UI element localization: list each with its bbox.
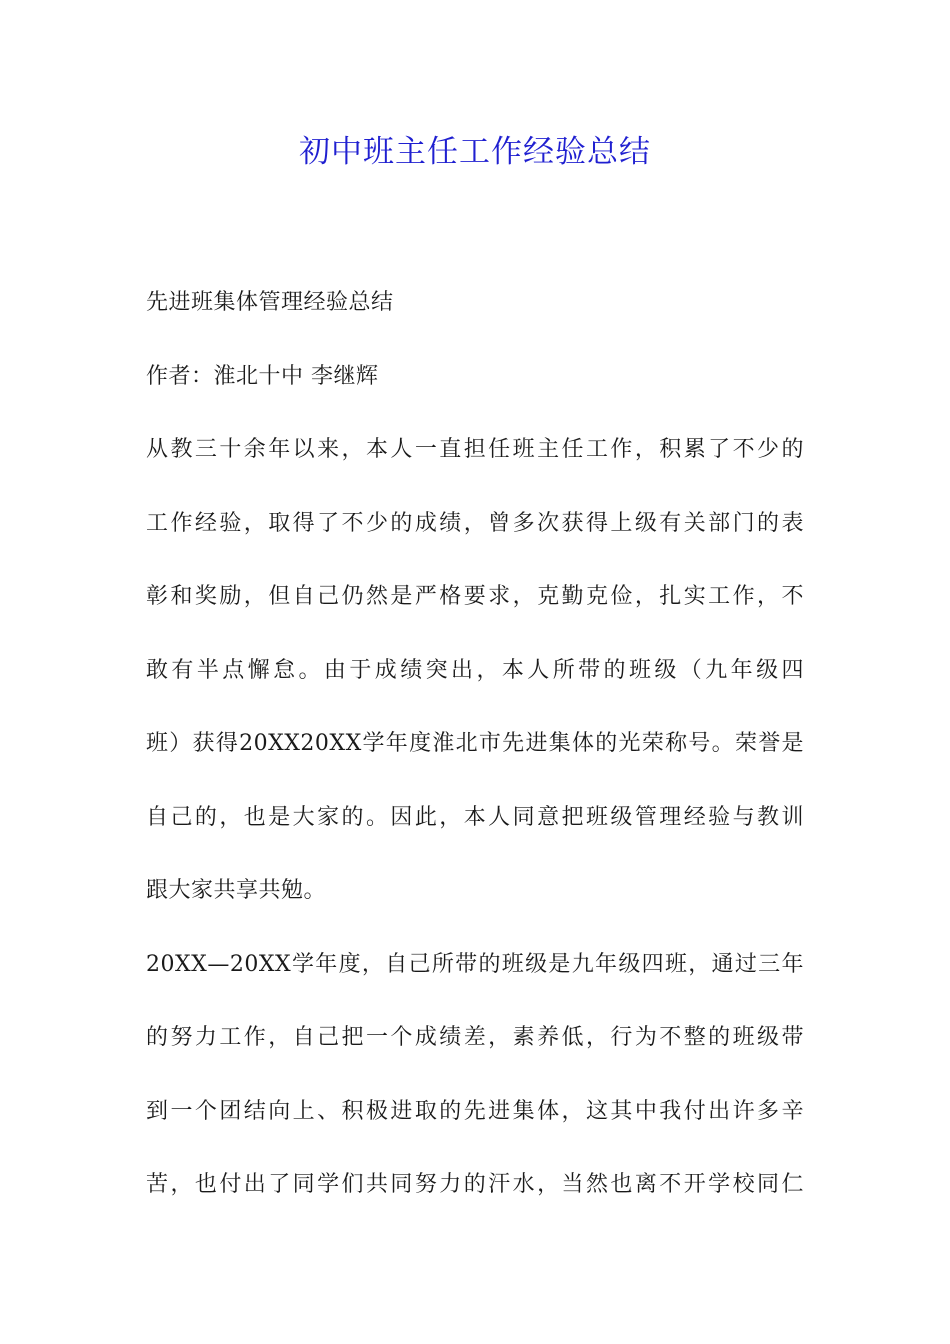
- paragraph-2: [146, 928, 804, 1222]
- paragraph-line: 到一个团结向上、积极进取的先进集体，这其中我付出许多辛: [146, 1098, 804, 1124]
- paragraph-line: 自己的，也是大家的。因此，本人同意把班级管理经验与教训: [146, 804, 804, 830]
- paragraph-line: 工作经验，取得了不少的成绩，曾多次获得上级有关部门的表: [146, 510, 804, 536]
- paragraph-line: 20XX—20XX学年度，自己所带的班级是九年级四班，通过三年: [146, 951, 804, 977]
- author-line: [146, 340, 804, 414]
- paragraph-1: [146, 413, 804, 928]
- paragraph-line: 彰和奖励，但自己仍然是严格要求，克勤克俭，扎实工作，不: [146, 584, 804, 609]
- paragraph-line: 苦，也付出了同学们共同努力的汗水，当然也离不开学校同仁: [146, 1172, 804, 1197]
- subtitle-line: [146, 266, 804, 340]
- paragraph-line: 跟大家共享共勉。: [146, 878, 327, 903]
- paragraph-line: 的努力工作，自己把一个成绩差，素养低，行为不整的班级带: [146, 1025, 804, 1050]
- subtitle-text: 先进班集体管理经验总结: [146, 290, 394, 315]
- paragraph-line: 从教三十余年以来，本人一直担任班主任工作，积累了不少的: [146, 437, 804, 462]
- paragraph-line: 敢有半点懈怠。由于成绩突出，本人所带的班级（九年级四: [146, 657, 804, 683]
- author-text: 作者：淮北十中 李继辉: [146, 363, 379, 389]
- document-body: [146, 266, 804, 1222]
- paragraph-line: 班）获得20XX20XX学年度淮北市先进集体的光荣称号。荣誉是: [146, 731, 804, 756]
- document-title: 初中班主任工作经验总结: [299, 134, 651, 170]
